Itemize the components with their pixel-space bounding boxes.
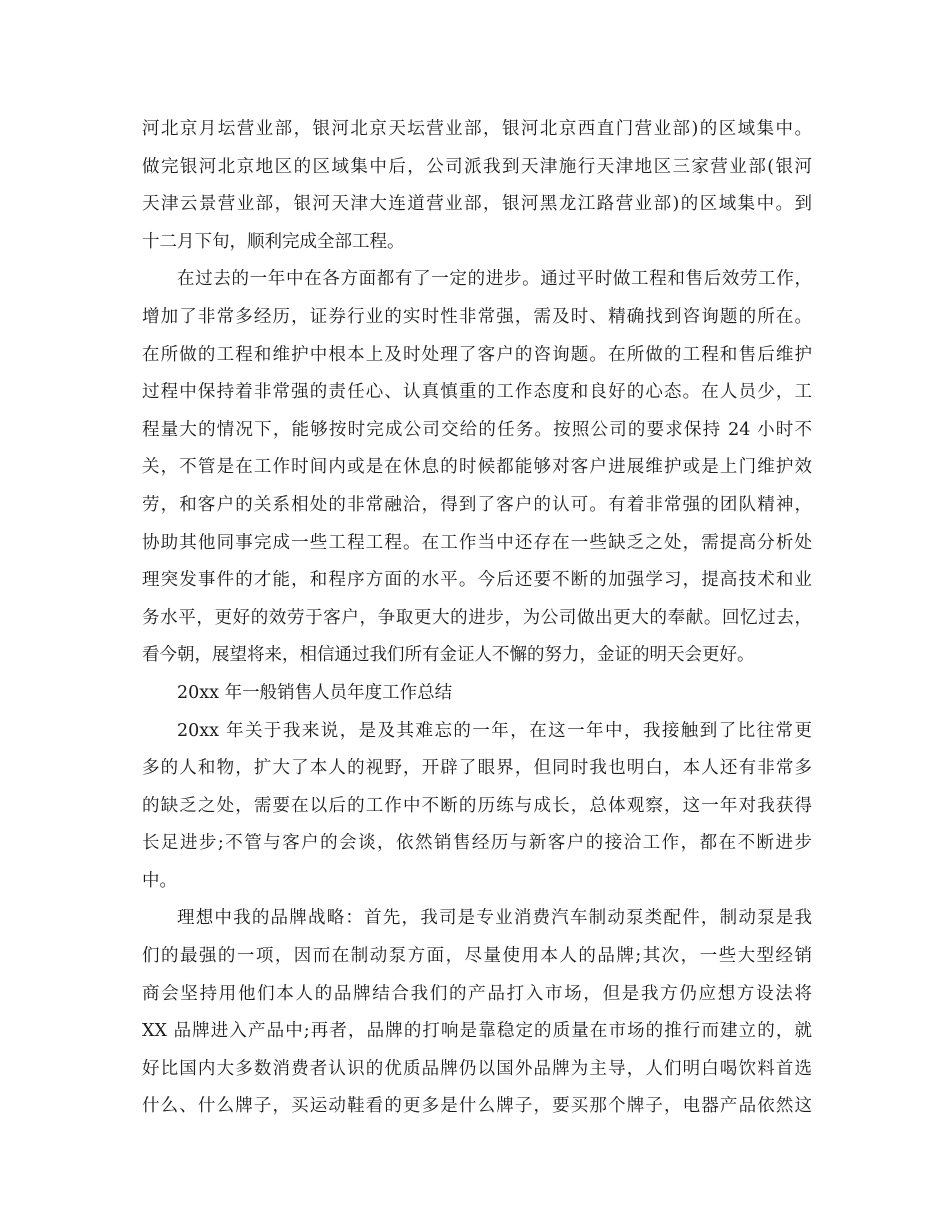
paragraph (142, 713, 812, 901)
text-line: 劳，和客户的关系相处的非常融洽，得到了客户的认可。有着非常强的团队精神， (142, 494, 812, 515)
text-line: 什么、什么牌子，买运动鞋看的更多是什么牌子，要买那个牌子，电器产品依然这 (142, 1096, 812, 1117)
text-line: 在所做的工程和维护中根本上及时处理了客户的咨询题。在所做的工程和售后维护 (142, 344, 812, 365)
text-line: 看今朝，展望将来，相信通过我们所有金证人不懈的努力，金证的明天会更好。 (142, 645, 755, 666)
text-line: 关，不管是在工作时间内或是在休息的时候都能够对客户进展维护或是上门维护效 (142, 457, 812, 478)
text-line: 河北京月坛营业部，银河北京天坛营业部，银河北京西直门营业部)的区域集中。 (142, 119, 812, 139)
text-line: 协助其他同事完成一些工程工程。在工作当中还存在一些缺乏之处，需提高分析处 (142, 532, 812, 553)
text-line: 增加了非常多经历，证券行业的实时性非常强，需及时、精确找到咨询题的所在。 (142, 306, 812, 327)
paragraph (142, 900, 812, 1126)
text-line: 多的人和物，扩大了本人的视野，开辟了眼界，但同时我也明白，本人还有非常多 (142, 758, 812, 779)
text-line: 理想中我的品牌战略：首先，我司是专业消费汽车制动泵类配件，制动泵是我 (177, 908, 812, 929)
text-line: 20xx 年一般销售人员年度工作总结 (177, 682, 453, 703)
text-line: 天津云景营业部，银河天津大连道营业部，银河黑龙江路营业部)的区域集中。到 (142, 194, 812, 215)
text-line: 长足进步;不管与客户的会谈，依然销售经历与新客户的接洽工作，都在不断进步 (142, 833, 812, 854)
text-line: XX 品牌进入产品中;再者，品牌的打响是靠稳定的质量在市场的推行而建立的，就 (142, 1021, 812, 1042)
paragraph (142, 675, 812, 713)
text-line: 务水平，更好的效劳于客户，争取更大的进步，为公司做出更大的奉献。回忆过去， (142, 607, 812, 628)
text-line: 理突发事件的才能，和程序方面的水平。今后还要不断的加强学习，提高技术和业 (142, 570, 812, 591)
text-line: 过程中保持着非常强的责任心、认真慎重的工作态度和良好的心态。在人员少，工 (142, 382, 812, 403)
text-line: 的缺乏之处，需要在以后的工作中不断的历练与成长，总体观察，这一年对我获得 (142, 795, 812, 816)
text-line: 们的最强的一项，因而在制动泵方面，尽量使用本人的品牌;其次，一些大型经销 (142, 946, 812, 967)
text-line: 做完银河北京地区的区域集中后，公司派我到天津施行天津地区三家营业部(银河 (142, 156, 812, 177)
paragraph (142, 111, 812, 261)
text-line: 商会坚持用他们本人的品牌结合我们的产品打入市场，但是我方仍应想方设法将 (142, 983, 812, 1004)
text-line: 在过去的一年中在各方面都有了一定的进步。通过平时做工程和售后效劳工作， (177, 269, 812, 290)
text-line: 中。 (142, 870, 177, 891)
text-line: 20xx 年关于我来说，是及其难忘的一年，在这一年中，我接触到了比往常更 (177, 720, 812, 741)
text-line: 好比国内大多数消费者认识的优质品牌仍以国外品牌为主导，人们明白喝饮料首选 (142, 1058, 812, 1079)
document-page (142, 111, 812, 1126)
text-line: 程量大的情况下，能够按时完成公司交给的任务。按照公司的要求保持 24 小时不 (142, 419, 812, 440)
paragraph (142, 261, 812, 675)
text-line: 十二月下旬，顺利完成全部工程。 (142, 231, 405, 252)
